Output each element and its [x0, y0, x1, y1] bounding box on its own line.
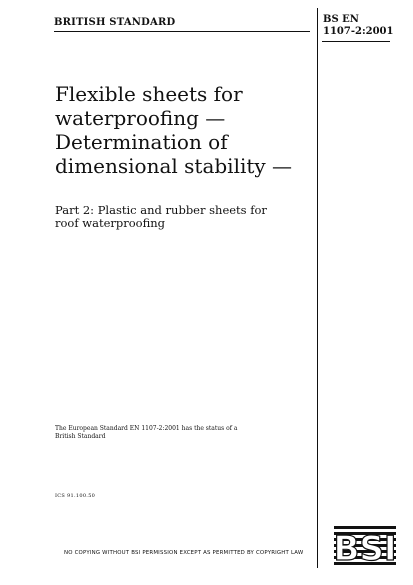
header-rule-right [322, 41, 390, 42]
document-title [55, 82, 315, 178]
title-line: dimensional stability — [55, 154, 293, 178]
status-line: The European Standard EN 1107-2:2001 has the status of a [55, 425, 238, 432]
standard-number [323, 14, 393, 38]
standard-prefix: BS EN [323, 14, 359, 25]
ics-code: ICS 91.100.50 [55, 493, 96, 499]
document-subtitle [55, 204, 315, 230]
subtitle-line: roof waterproofing [55, 216, 166, 230]
copyright-notice: NO COPYING WITHOUT BSI PERMISSION EXCEPT AS PERMITTED BY COPYRIGHT LAW [64, 550, 304, 556]
status-statement [55, 425, 285, 441]
status-line: British Standard [55, 433, 106, 440]
bsi-logo-icon [334, 522, 396, 566]
title-line: Flexible sheets for [55, 82, 243, 106]
header-rule-left [54, 31, 310, 32]
subtitle-line: Part 2: Plastic and rubber sheets for [55, 203, 267, 217]
header-label: BRITISH STANDARD [54, 17, 176, 28]
standard-code: 1107-2:2001 [323, 26, 394, 37]
title-line: Determination of [55, 130, 228, 154]
vertical-divider [317, 8, 318, 568]
logo-text: BSI [334, 529, 396, 566]
title-line: waterproofing — [55, 106, 226, 130]
